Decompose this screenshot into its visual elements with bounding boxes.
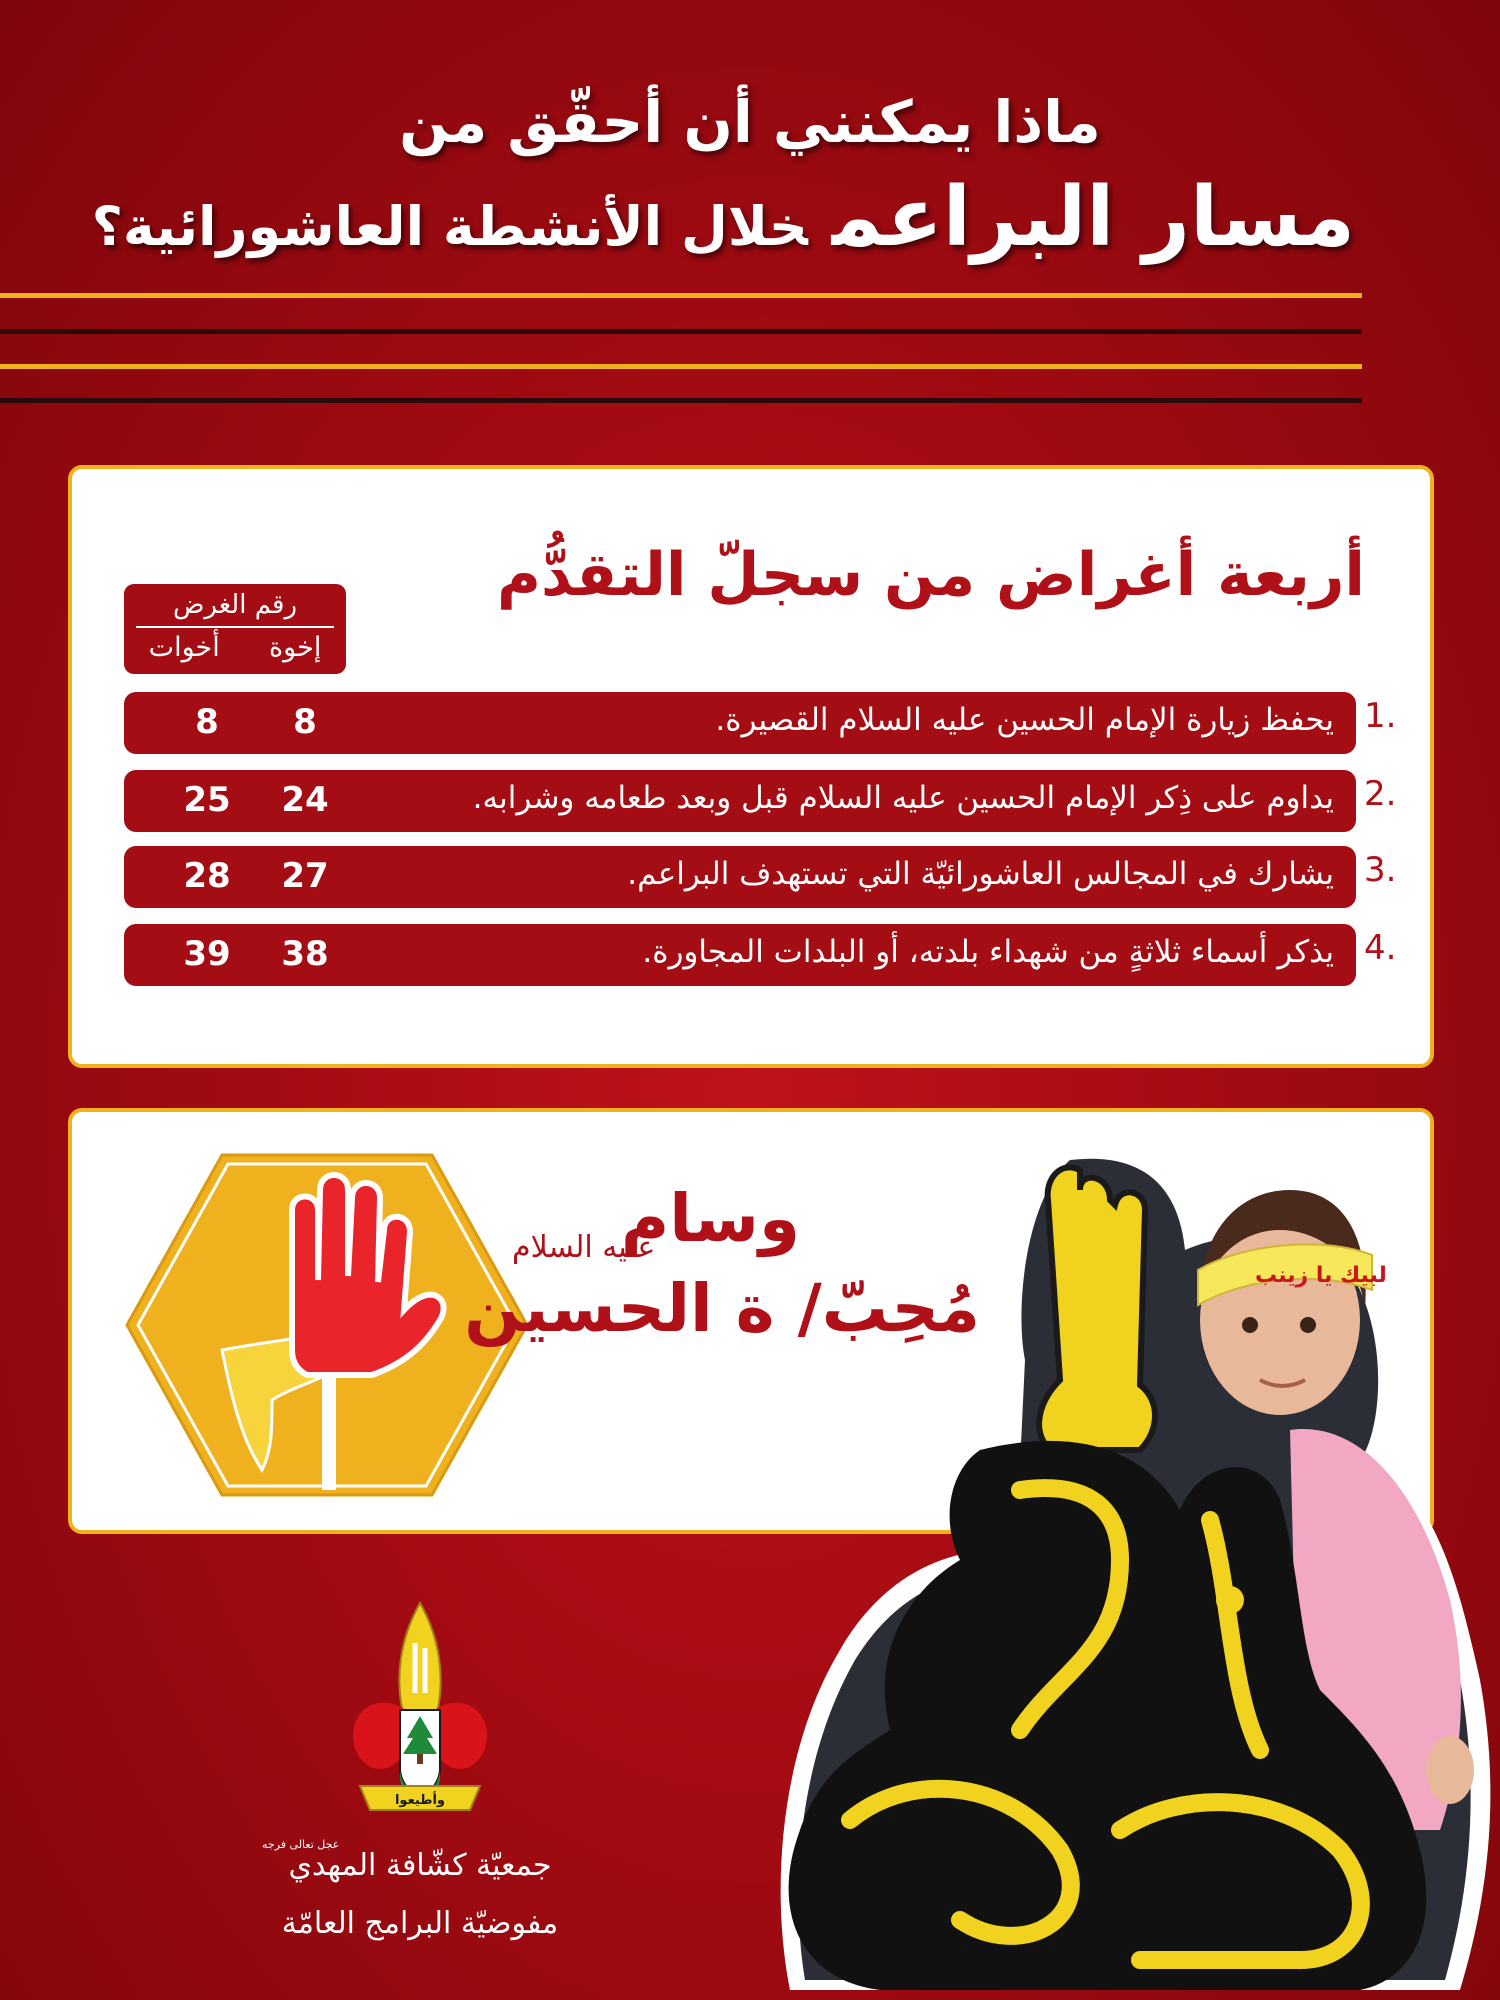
header-program-name: مسار البراعم xyxy=(831,170,1355,265)
goals-title: أربعة أغراض من سجلّ التقدُّم xyxy=(497,540,1365,610)
footer-org-name: جمعيّة كشّافة المهدي xyxy=(288,1848,552,1883)
col-sisters-label: أخوات xyxy=(148,632,220,663)
child-photo xyxy=(760,1130,1500,2000)
medal-name: مُحِبّ/ ة الحسين xyxy=(464,1270,980,1347)
goal-row xyxy=(124,770,1356,832)
divider-line xyxy=(0,293,1362,298)
goal-index: 4. xyxy=(1364,928,1397,968)
goal-number-header xyxy=(124,584,346,674)
col-brothers-label: إخوة xyxy=(269,632,322,663)
footer-small-text: عجل تعالى فرجه xyxy=(262,1838,340,1851)
goal-text: يداوم على ذِكر الإمام الحسين عليه السلام قبل وبعد طعامه وشرابه. xyxy=(472,780,1334,816)
goal-number-title: رقم الغرض xyxy=(136,584,334,628)
goal-sisters-number: 8 xyxy=(195,702,219,742)
goal-brothers-number: 24 xyxy=(281,780,329,820)
goal-sisters-number: 28 xyxy=(183,856,231,896)
goal-text: يذكر أسماء ثلاثةٍ من شهداء بلدته، أو البلدات المجاورة. xyxy=(642,934,1334,970)
divider-line xyxy=(0,364,1362,369)
goal-brothers-number: 8 xyxy=(293,702,317,742)
goal-row xyxy=(124,924,1356,986)
logo-ribbon-text: وأطيعوا xyxy=(394,1793,446,1808)
header-line1: ماذا يمكنني أن أحقّق من xyxy=(399,88,1101,156)
goal-sisters-number: 25 xyxy=(183,780,231,820)
goal-text: يحفظ زيارة الإمام الحسين عليه السلام القصيرة. xyxy=(715,702,1334,738)
goal-text: يشارك في المجالس العاشورائيّة التي تستهدف البراعم. xyxy=(627,856,1334,892)
headband-text: لبيك يا زينب xyxy=(1255,1263,1387,1288)
goal-brothers-number: 27 xyxy=(281,856,329,896)
goal-sisters-number: 39 xyxy=(183,934,231,974)
medal-title: وسام xyxy=(620,1180,800,1257)
divider-line xyxy=(0,329,1362,334)
header-line2-rest: خلال الأنشطة العاشورائية؟ xyxy=(91,195,808,258)
footer-department: مفوضيّة البرامج العامّة xyxy=(281,1906,559,1941)
header-line2 xyxy=(92,170,1355,265)
goal-row xyxy=(124,692,1356,754)
goal-index: 2. xyxy=(1364,774,1397,814)
goal-index: 3. xyxy=(1364,850,1397,890)
scouts-fleur-de-lis-logo xyxy=(345,1598,495,1828)
goal-index: 1. xyxy=(1364,696,1397,736)
divider-line xyxy=(0,398,1362,403)
goal-row xyxy=(124,846,1356,908)
goal-brothers-number: 38 xyxy=(281,934,329,974)
medal-honorific: عليه السلام xyxy=(512,1230,656,1265)
